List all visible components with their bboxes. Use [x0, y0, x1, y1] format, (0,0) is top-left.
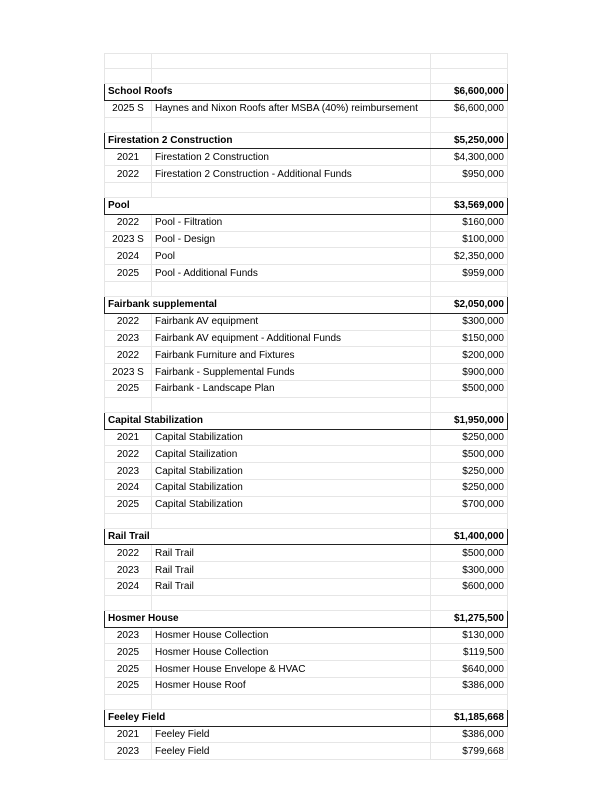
- section-title: Fairbank supplemental: [105, 296, 431, 313]
- amount-cell: $250,000: [431, 429, 508, 446]
- table-row: [105, 743, 508, 760]
- description-cell: Hosmer House Collection: [152, 627, 431, 644]
- amount-cell: $2,350,000: [431, 248, 508, 265]
- spacer-row: [105, 117, 508, 132]
- amount-cell: $4,300,000: [431, 149, 508, 166]
- section-total: $1,400,000: [431, 528, 508, 545]
- description-cell: Rail Trail: [152, 578, 431, 595]
- year-cell: 2023: [105, 562, 152, 579]
- empty-cell: [431, 182, 508, 197]
- spacer-row: [105, 397, 508, 412]
- table-row: [105, 330, 508, 347]
- table-row: [105, 446, 508, 463]
- spacer-row: [105, 595, 508, 610]
- section-header-row: [105, 709, 508, 726]
- table-row: [105, 627, 508, 644]
- section-title: Rail Trail: [105, 528, 431, 545]
- table-row: [105, 265, 508, 282]
- spacer-row: [105, 281, 508, 296]
- empty-cell: [431, 595, 508, 610]
- description-cell: Capital Stabilization: [152, 479, 431, 496]
- empty-cell: [105, 117, 152, 132]
- empty-cell: [152, 54, 431, 69]
- table-row: [105, 429, 508, 446]
- table-row: [105, 149, 508, 166]
- empty-cell: [105, 513, 152, 528]
- spacer-row: [105, 182, 508, 197]
- spacer-row: [105, 69, 508, 84]
- section-title: Capital Stabilization: [105, 412, 431, 429]
- table-row: [105, 677, 508, 694]
- spacer-row: [105, 54, 508, 69]
- description-cell: Pool - Additional Funds: [152, 265, 431, 282]
- section-header-row: [105, 412, 508, 429]
- table-row: [105, 578, 508, 595]
- amount-cell: $119,500: [431, 644, 508, 661]
- year-cell: 2023: [105, 463, 152, 480]
- empty-cell: [152, 694, 431, 709]
- table-row: [105, 248, 508, 265]
- year-cell: 2025: [105, 644, 152, 661]
- amount-cell: $600,000: [431, 578, 508, 595]
- amount-cell: $6,600,000: [431, 100, 508, 117]
- empty-cell: [431, 69, 508, 84]
- description-cell: Feeley Field: [152, 743, 431, 760]
- table-row: [105, 644, 508, 661]
- description-cell: Hosmer House Roof: [152, 677, 431, 694]
- empty-cell: [105, 595, 152, 610]
- section-total: $1,275,500: [431, 610, 508, 627]
- empty-cell: [152, 397, 431, 412]
- description-cell: Feeley Field: [152, 726, 431, 743]
- year-cell: 2025: [105, 496, 152, 513]
- year-cell: 2024: [105, 479, 152, 496]
- section-total: $6,600,000: [431, 84, 508, 101]
- section-header-row: [105, 197, 508, 214]
- table-row: [105, 726, 508, 743]
- year-cell: 2022: [105, 214, 152, 231]
- empty-cell: [105, 54, 152, 69]
- year-cell: 2023 S: [105, 231, 152, 248]
- year-cell: 2022: [105, 313, 152, 330]
- amount-cell: $640,000: [431, 661, 508, 678]
- table-row: [105, 562, 508, 579]
- description-cell: Fairbank AV equipment - Additional Funds: [152, 330, 431, 347]
- section-header-row: [105, 84, 508, 101]
- table-row: [105, 496, 508, 513]
- year-cell: 2023 S: [105, 364, 152, 381]
- description-cell: Capital Stailization: [152, 446, 431, 463]
- year-cell: 2022: [105, 446, 152, 463]
- empty-cell: [105, 694, 152, 709]
- table-row: [105, 661, 508, 678]
- amount-cell: $500,000: [431, 446, 508, 463]
- amount-cell: $386,000: [431, 677, 508, 694]
- year-cell: 2023: [105, 743, 152, 760]
- empty-cell: [152, 182, 431, 197]
- year-cell: 2023: [105, 330, 152, 347]
- section-header-row: [105, 132, 508, 149]
- amount-cell: $959,000: [431, 265, 508, 282]
- amount-cell: $150,000: [431, 330, 508, 347]
- amount-cell: $900,000: [431, 364, 508, 381]
- empty-cell: [152, 595, 431, 610]
- year-cell: 2025: [105, 677, 152, 694]
- amount-cell: $300,000: [431, 562, 508, 579]
- table-row: [105, 231, 508, 248]
- section-header-row: [105, 528, 508, 545]
- empty-cell: [152, 281, 431, 296]
- description-cell: Hosmer House Collection: [152, 644, 431, 661]
- empty-cell: [431, 513, 508, 528]
- section-total: $1,950,000: [431, 412, 508, 429]
- year-cell: 2021: [105, 149, 152, 166]
- table-row: [105, 463, 508, 480]
- year-cell: 2024: [105, 578, 152, 595]
- spacer-row: [105, 694, 508, 709]
- description-cell: Rail Trail: [152, 545, 431, 562]
- empty-cell: [105, 182, 152, 197]
- year-cell: 2022: [105, 347, 152, 364]
- amount-cell: $700,000: [431, 496, 508, 513]
- description-cell: Fairbank Furniture and Fixtures: [152, 347, 431, 364]
- table-row: [105, 380, 508, 397]
- year-cell: 2025: [105, 380, 152, 397]
- description-cell: Rail Trail: [152, 562, 431, 579]
- year-cell: 2022: [105, 166, 152, 183]
- table-row: [105, 166, 508, 183]
- empty-cell: [431, 281, 508, 296]
- year-cell: 2025: [105, 265, 152, 282]
- table-row: [105, 479, 508, 496]
- section-total: $3,569,000: [431, 197, 508, 214]
- spreadsheet: [104, 53, 507, 760]
- spacer-row: [105, 513, 508, 528]
- amount-cell: $300,000: [431, 313, 508, 330]
- year-cell: 2022: [105, 545, 152, 562]
- table-row: [105, 364, 508, 381]
- empty-cell: [431, 694, 508, 709]
- description-cell: Capital Stabilization: [152, 429, 431, 446]
- empty-cell: [152, 117, 431, 132]
- year-cell: 2025 S: [105, 100, 152, 117]
- section-total: $1,185,668: [431, 709, 508, 726]
- amount-cell: $160,000: [431, 214, 508, 231]
- table-row: [105, 545, 508, 562]
- empty-cell: [152, 69, 431, 84]
- description-cell: Fairbank - Supplemental Funds: [152, 364, 431, 381]
- year-cell: 2021: [105, 429, 152, 446]
- capital-projects-table: [104, 53, 508, 760]
- description-cell: Fairbank AV equipment: [152, 313, 431, 330]
- section-total: $2,050,000: [431, 296, 508, 313]
- amount-cell: $100,000: [431, 231, 508, 248]
- section-title: School Roofs: [105, 84, 431, 101]
- amount-cell: $200,000: [431, 347, 508, 364]
- description-cell: Firestation 2 Construction: [152, 149, 431, 166]
- description-cell: Firestation 2 Construction - Additional Funds: [152, 166, 431, 183]
- empty-cell: [431, 397, 508, 412]
- description-cell: Pool - Design: [152, 231, 431, 248]
- amount-cell: $500,000: [431, 545, 508, 562]
- section-header-row: [105, 296, 508, 313]
- amount-cell: $500,000: [431, 380, 508, 397]
- amount-cell: $386,000: [431, 726, 508, 743]
- amount-cell: $250,000: [431, 463, 508, 480]
- empty-cell: [152, 513, 431, 528]
- description-cell: Hosmer House Envelope & HVAC: [152, 661, 431, 678]
- year-cell: 2025: [105, 661, 152, 678]
- table-body: [105, 54, 508, 760]
- amount-cell: $950,000: [431, 166, 508, 183]
- description-cell: Capital Stabilization: [152, 463, 431, 480]
- table-row: [105, 214, 508, 231]
- section-title: Feeley Field: [105, 709, 431, 726]
- description-cell: Pool: [152, 248, 431, 265]
- amount-cell: $799,668: [431, 743, 508, 760]
- section-header-row: [105, 610, 508, 627]
- description-cell: Pool - Filtration: [152, 214, 431, 231]
- table-row: [105, 313, 508, 330]
- description-cell: Haynes and Nixon Roofs after MSBA (40%) reimbursement: [152, 100, 431, 117]
- description-cell: Capital Stabilization: [152, 496, 431, 513]
- empty-cell: [105, 397, 152, 412]
- section-title: Pool: [105, 197, 431, 214]
- amount-cell: $130,000: [431, 627, 508, 644]
- table-row: [105, 347, 508, 364]
- year-cell: 2021: [105, 726, 152, 743]
- empty-cell: [105, 281, 152, 296]
- empty-cell: [431, 117, 508, 132]
- empty-cell: [105, 69, 152, 84]
- section-total: $5,250,000: [431, 132, 508, 149]
- empty-cell: [431, 54, 508, 69]
- amount-cell: $250,000: [431, 479, 508, 496]
- section-title: Hosmer House: [105, 610, 431, 627]
- description-cell: Fairbank - Landscape Plan: [152, 380, 431, 397]
- year-cell: 2024: [105, 248, 152, 265]
- section-title: Firestation 2 Construction: [105, 132, 431, 149]
- year-cell: 2023: [105, 627, 152, 644]
- table-row: [105, 100, 508, 117]
